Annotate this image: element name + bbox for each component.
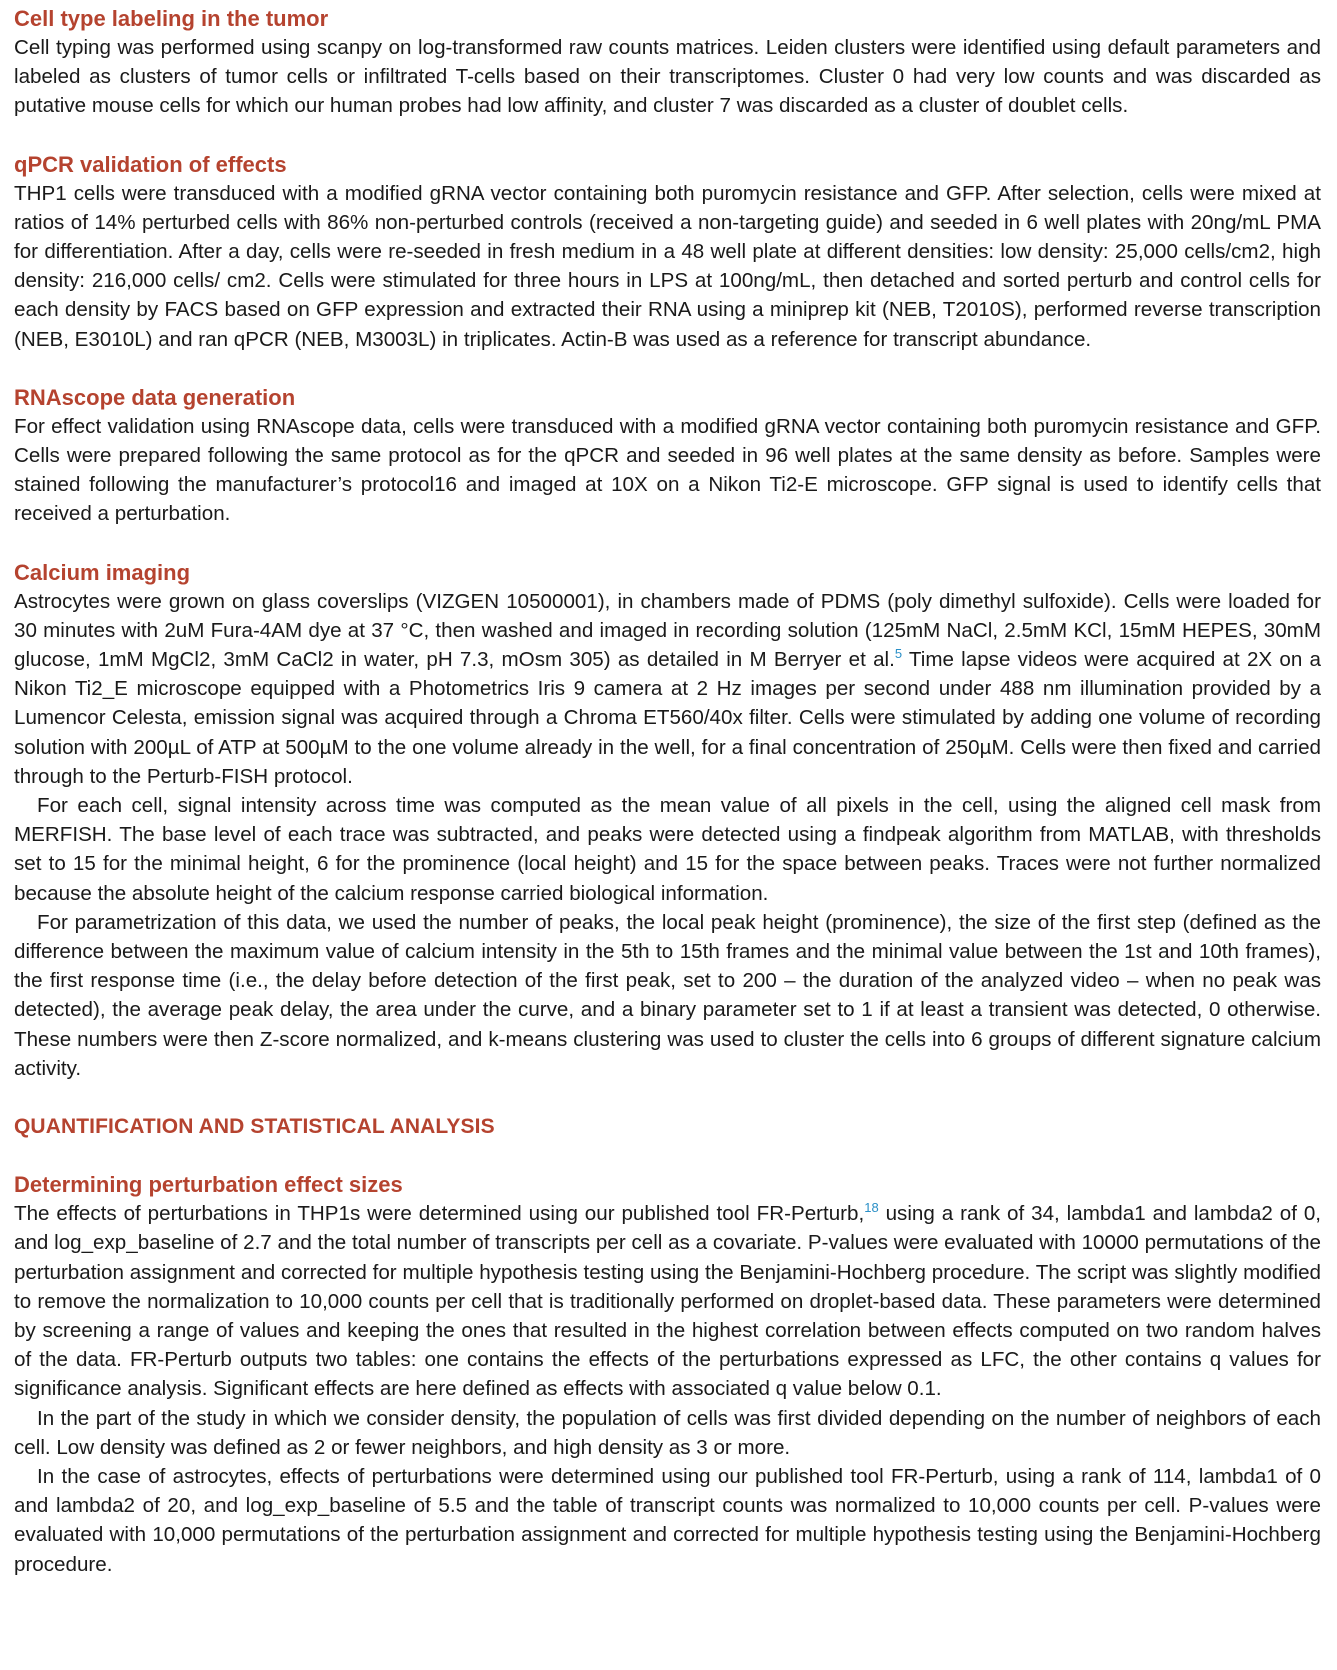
paragraph: In the part of the study in which we consider density, the population of cells was first divided depending on the number of neighbors of each cell. Low density was defined as 2 or fewer neighbors, and high density as 3 or more. bbox=[14, 1406, 1321, 1459]
section-heading: qPCR validation of effects bbox=[14, 151, 287, 177]
paragraph-text: using a rank of 34, lambda1 and lambda2 of 0, and log_exp_baseline of 2.7 and the total number of transcripts per cell as a covariate. P-values were evaluated with 10000 permutations of the perturbation assignment and corrected for multiple hypothesis testing using the Benjamini-Hochberg procedure. The script was slightly modified to remove the normalization to 10,000 counts per cell that is traditionally performed on droplet-based data. These parameters were determined by screening a range of values and keeping the ones that resulted in the highest correlation between effects computed on two random halves of the data. FR-Perturb outputs two tables: one contains the effects of the perturbations expressed as LFC, the other contains q values for significance analysis. Significant effects are here defined as effects with associated q value below 0.1. bbox=[14, 1202, 1321, 1401]
section-rnascope bbox=[14, 383, 1321, 529]
paragraph: For effect validation using RNAscope data, cells were transduced with a modified gRNA vector containing both puromycin resistance and GFP. Cells were prepared following the same protocol as for the qPCR and seeded in 96 well plates at the same density as before. Samples were stained following the manufacturer’s protocol16 and imaged at 10X on a Nikon Ti2-E microscope. GFP signal is used to identify cells that received a perturbation. bbox=[14, 414, 1321, 526]
section-heading: Determining perturbation effect sizes bbox=[14, 1172, 403, 1198]
section-heading: Calcium imaging bbox=[14, 559, 191, 585]
paragraph: Cell typing was performed using scanpy on log-transformed raw counts matrices. Leiden clusters were identified using default parameters and labeled as clusters of tumor cells or infiltrated T-cells based on their transcriptomes. Cluster 0 had very low counts and was discarded as putative mouse cells for which our human probes had low affinity, and cluster 7 was discarded as a cluster of doublet cells. bbox=[14, 36, 1321, 118]
paragraph bbox=[14, 1199, 1321, 1403]
paragraph: For each cell, signal intensity across time was computed as the mean value of all pixels in the cell, using the aligned cell mask from MERFISH. The base level of each trace was subtracted, and peaks were detected using a findpeak algorithm from MATLAB, with thresholds set to 15 for the minimal height, 6 for the prominence (local height) and 15 for the space between peaks. Traces were not further normalized because the absolute height of the calcium response carried biological information. bbox=[14, 794, 1321, 905]
paragraph: For parametrization of this data, we used the number of peaks, the local peak height (prominence), the size of the first step (defined as the difference between the maximum value of calcium intensity in the 5th to 15th frames and the minimal value between the 1st and 10th frames), the first response time (i.e., the delay before detection of the first peak, set to 200 – the duration of the analyzed video – when no peak was detected), the average peak delay, the area under the curve, and a binary parameter set to 1 if at least a transient was detected, 0 otherwise. These numbers were then Z-score normalized, and k-means clustering was used to cluster the cells into 6 groups of different signature calcium activity. bbox=[14, 910, 1321, 1080]
section-heading: Cell type labeling in the tumor bbox=[14, 6, 329, 31]
paragraph: In the case of astrocytes, effects of perturbations were determined using our published tool FR-Perturb, using a rank of 114, lambda1 of 0 and lambda2 of 20, and log_exp_baseline of 5.5 and the table of transcript counts was normalized to 10,000 counts per cell. P-values were evaluated with 10,000 permutations of the perturbation assignment and corrected for multiple hypothesis testing using the Benjamini-Hochberg procedure. bbox=[14, 1464, 1321, 1576]
citation-link[interactable]: 5 bbox=[894, 646, 903, 662]
document-page bbox=[14, 4, 1321, 1579]
section-heading: RNAscope data generation bbox=[14, 384, 296, 410]
section-perturbation-effect-sizes bbox=[14, 1170, 1321, 1579]
major-section-heading: QUANTIFICATION AND STATISTICAL ANALYSIS bbox=[14, 1115, 495, 1139]
section-calcium-imaging bbox=[14, 558, 1321, 1083]
paragraph: THP1 cells were transduced with a modified gRNA vector containing both puromycin resistance and GFP. After selection, cells were mixed at ratios of 14% perturbed cells with 86% non-perturbed controls (received a non-targeting guide) and seeded in 6 well plates with 20ng/mL PMA for differentiation. After a day, cells were re-seeded in fresh medium in a 48 well plate at different densities: low density: 25,000 cells/cm2, high density: 216,000 cells/ cm2. Cells were stimulated for three hours in LPS at 100ng/mL, then detached and sorted perturb and control cells for each density by FACS based on GFP expression and extracted their RNA using a miniprep kit (NEB, T2010S), performed reverse transcription (NEB, E3010L) and ran qPCR (NEB, M3003L) in triplicates. Actin-B was used as a reference for transcript abundance. bbox=[14, 181, 1321, 351]
paragraph-text: The effects of perturbations in THP1s were determined using our published tool FR-Perturb, bbox=[14, 1202, 865, 1226]
paragraph bbox=[14, 587, 1321, 791]
section-cell-type-labeling bbox=[14, 4, 1321, 121]
section-qpcr-validation bbox=[14, 150, 1321, 354]
paragraph-text: Astrocytes were grown on glass coverslips (VIZGEN 10500001), in chambers made of PDMS (poly dimethyl sulfoxide). Cells were loaded for 30 minutes with 2uM Fura-4AM dye at 37 °C, then washed and imaged in recording solution (125mM NaCl, 2.5mM KCl, 15mM HEPES, 30mM glucose, 1mM MgCl2, 3mM CaCl2 in water, pH 7.3, mOsm 305) as detailed in M Berryer et al. bbox=[14, 589, 1321, 672]
citation-link[interactable]: 18 bbox=[864, 1200, 879, 1216]
paragraph-text: Time lapse videos were acquired at 2X on a Nikon Ti2_E microscope equipped with a Photometrics Iris 9 camera at 2 Hz images per second under 488 nm illumination provided by a Lumencor Celesta, emission signal was acquired through a Chroma ET560/40x filter. Cells were stimulated by adding one volume of recording solution with 200µL of ATP at 500µM to the one volume already in the well, for a final concentration of 250µM. Cells were then fixed and carried through to the Perturb-FISH protocol. bbox=[14, 648, 1321, 788]
